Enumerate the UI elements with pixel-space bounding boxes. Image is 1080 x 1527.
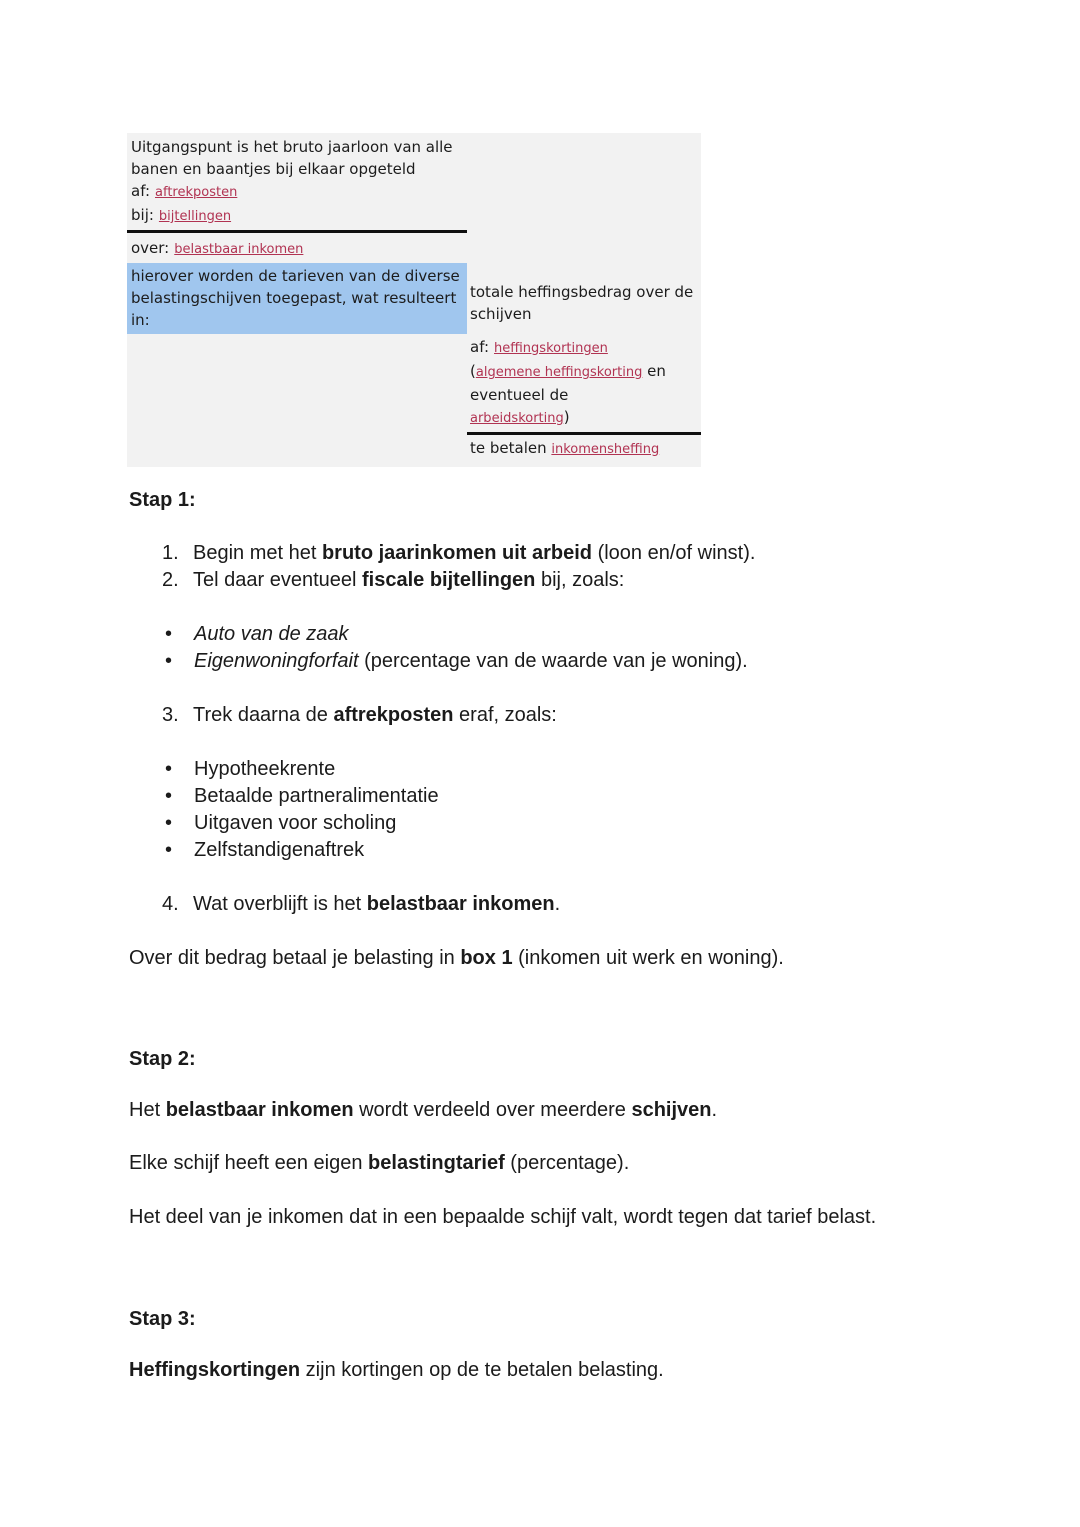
numbered-item-4 (129, 891, 959, 918)
bullet-icon: • (165, 623, 173, 645)
spacer (129, 729, 959, 756)
stap1-heading: Stap 1: (129, 489, 196, 511)
bullet-item (129, 621, 959, 648)
stap2-paragraph: Het belastbaar inkomen wordt verdeeld over meerdere schijven. (129, 1099, 718, 1121)
bij-label: bij: (131, 206, 154, 224)
result-line (467, 437, 701, 461)
item-number: 4. (162, 893, 179, 915)
en-suffix: en (642, 362, 666, 380)
bullet-item (129, 837, 959, 864)
af2-label: af: (470, 338, 489, 356)
item-number: 3. (162, 704, 179, 726)
diagram-over-line (127, 235, 467, 262)
bullet-icon: • (165, 758, 173, 780)
bullet-icon: • (165, 839, 173, 861)
spacer (129, 594, 959, 621)
spacer (129, 972, 959, 1046)
item-text: Tel daar eventueel fiscale bijtellingen bij, zoals: (193, 569, 625, 591)
bullet-item (129, 648, 959, 675)
item-text: Wat overblijft is het belastbaar inkomen. (193, 893, 561, 915)
spacer (129, 675, 959, 702)
spacer (129, 864, 959, 891)
algemene-heffingskorting-link[interactable]: algemene heffingskorting (475, 365, 643, 380)
tax-flow-diagram (127, 133, 701, 467)
item-number: 1. (162, 542, 179, 564)
stap3-paragraph: Heffingskortingen zijn kortingen op de te betalen belasting. (129, 1359, 664, 1381)
diagram-left-column (127, 136, 467, 334)
stap2-paragraph: Het deel van je inkomen dat in een bepaalde schijf valt, wordt tegen dat tarief belast. (129, 1206, 877, 1228)
spacer (129, 918, 959, 945)
over-label: over: (131, 239, 170, 257)
bullet-icon: • (165, 785, 173, 807)
belastbaar-inkomen-link[interactable]: belastbaar inkomen (174, 242, 304, 257)
stap2-paragraph: Elke schijf heeft een eigen belastingtarief (percentage). (129, 1152, 630, 1174)
diagram-intro-text: Uitgangspunt is het bruto jaarloon van alle banen en baantjes bij elkaar opgeteld (131, 138, 453, 178)
bullet-item (129, 783, 959, 810)
bullet-icon: • (165, 650, 173, 672)
bullet-text: Auto van de zaak (194, 623, 349, 645)
numbered-item-3 (129, 702, 959, 729)
bullet-text: Betaalde partneralimentatie (194, 785, 439, 807)
te-betalen-label: te betalen (470, 439, 552, 457)
bullet-text: Hypotheekrente (194, 758, 336, 780)
item-text: Begin met het bruto jaarinkomen uit arbeid (loon en/of winst). (193, 542, 756, 564)
total-heffingsbedrag-text: totale heffingsbedrag over de schijven (470, 283, 694, 323)
diagram-bij-line (127, 204, 467, 228)
paren-close: ) (563, 408, 570, 426)
stap3-heading: Stap 3: (129, 1308, 196, 1330)
paren-open: ( (470, 362, 476, 380)
diagram-af2-line (467, 336, 701, 360)
bullet-item (129, 810, 959, 837)
bullet-item (129, 756, 959, 783)
stap1-closing-paragraph: Over dit bedrag betaal je belasting in box 1 (inkomen uit werk en woning). (129, 947, 784, 969)
document-body (129, 487, 959, 1384)
paren-line-3 (467, 406, 701, 430)
spacer (129, 1231, 959, 1306)
arbeidskorting-link[interactable]: arbeidskorting (470, 411, 564, 426)
highlighted-note: hierover worden de tarieven van de diverse belastingschijven toegepast, wat resulteert in: (127, 263, 467, 334)
stap2-heading: Stap 2: (129, 1048, 196, 1070)
diagram-right-column (467, 136, 701, 461)
bullet-text: Zelfstandigenaftrek (194, 839, 365, 861)
bullet-text: Uitgaven voor scholing (194, 812, 397, 834)
item-number: 2. (162, 569, 179, 591)
numbered-item-2 (129, 567, 959, 594)
paren-line-1 (467, 360, 701, 384)
bullet-icon: • (165, 812, 173, 834)
heffingskortingen-link[interactable]: heffingskortingen (494, 341, 608, 356)
inkomensheffing-link[interactable]: inkomensheffing (551, 442, 660, 457)
item-text: Trek daarna de aftrekposten eraf, zoals: (193, 704, 557, 726)
sum-rule-right (467, 432, 701, 435)
paren-line-2: eventueel de (470, 386, 569, 404)
sum-rule-left (127, 230, 467, 233)
aftrekposten-link[interactable]: aftrekposten (155, 185, 238, 200)
af-label: af: (131, 182, 150, 200)
bijtellingen-link[interactable]: bijtellingen (158, 209, 232, 224)
diagram-af-line (127, 180, 467, 204)
bullet-text: Eigenwoningforfait (percentage van de waarde van je woning). (194, 650, 748, 672)
numbered-item-1 (129, 540, 959, 567)
